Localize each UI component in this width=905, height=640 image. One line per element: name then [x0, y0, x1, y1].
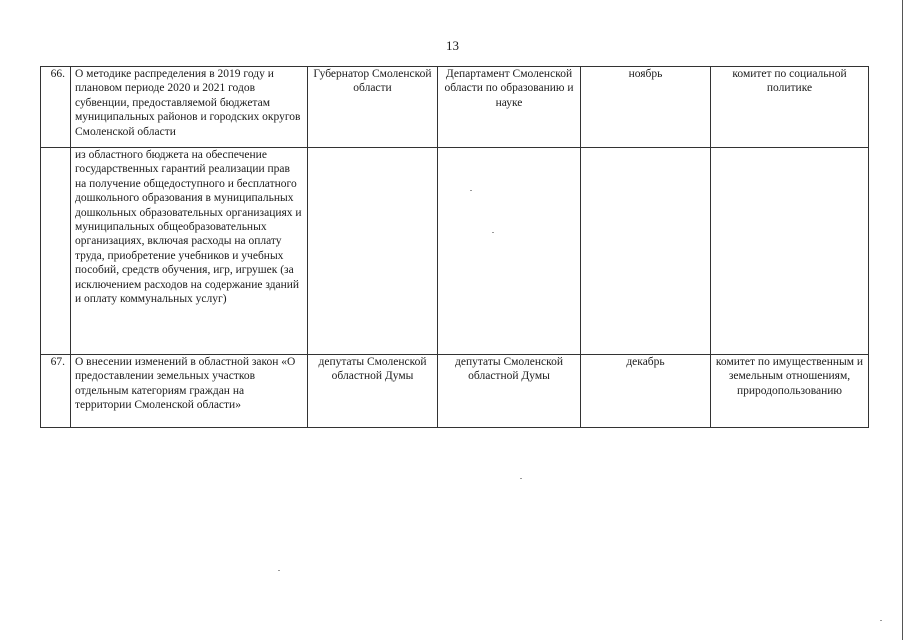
row-title: О внесении изменений в областной закон «О предоставлении земельных участков отдельным категориям граждан на территории Смоленской области» — [71, 355, 308, 428]
legislative-plan-table — [40, 66, 869, 428]
scan-speck — [492, 232, 494, 233]
row-number: 67. — [41, 355, 71, 428]
table-row-67 — [41, 355, 869, 428]
row-initiator: Губернатор Смоленской области — [308, 67, 438, 148]
row-term: декабрь — [581, 355, 711, 428]
row-committee: комитет по социальной политике — [711, 67, 869, 148]
row-number-empty — [41, 148, 71, 355]
page-number: 13 — [446, 38, 459, 53]
row-initiator: депутаты Смоленской областной Думы — [308, 355, 438, 428]
row-responsible-empty — [438, 148, 581, 355]
row-term-empty — [581, 148, 711, 355]
scan-speck — [470, 190, 472, 191]
row-title-continued: из областного бюджета на обеспечение государственных гарантий реализации прав на получение общедоступного и бесплатного дошкольного образования в муниципальных дошкольных образовательных организациях и муниципальных общеобразовательных организациях, включая расходы на оплату труда, приобретение учебников и учебных пособий, средств обучения, игр, игрушек (за исключением расходов на содержание зданий и оплату коммунальных услуг) — [71, 148, 308, 355]
row-responsible: Департамент Смоленской области по образованию и науке — [438, 67, 581, 148]
scan-edge-line — [902, 0, 903, 640]
row-number: 66. — [41, 67, 71, 148]
row-term: ноябрь — [581, 67, 711, 148]
table-row-66-continued — [41, 148, 869, 355]
row-committee-empty — [711, 148, 869, 355]
scan-speck — [278, 570, 280, 571]
row-title: О методике распределения в 2019 году и плановом периоде 2020 и 2021 годов субвенции, предоставляемой бюджетам муниципальных районов и городских округов Смоленской области — [71, 67, 308, 148]
row-initiator-empty — [308, 148, 438, 355]
scan-speck — [880, 620, 882, 621]
row-committee: комитет по имущественным и земельным отношениям, природопользованию — [711, 355, 869, 428]
table-row-66 — [41, 67, 869, 148]
row-responsible: депутаты Смоленской областной Думы — [438, 355, 581, 428]
scan-speck — [520, 478, 522, 479]
